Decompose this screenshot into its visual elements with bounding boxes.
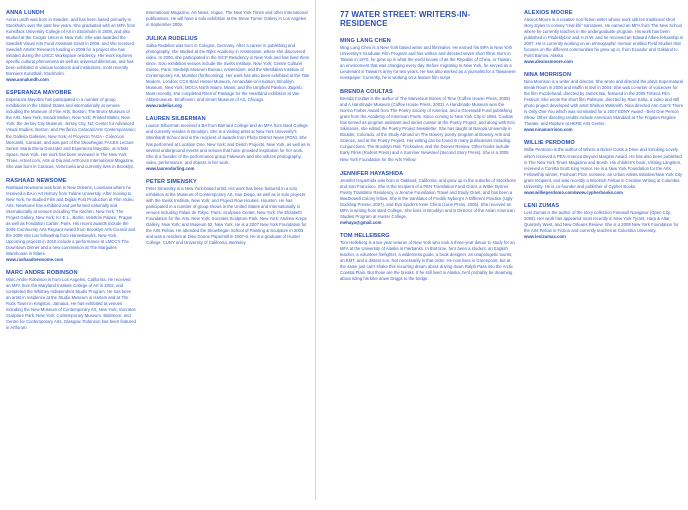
bio-rashaad-newsome bbox=[6, 178, 136, 262]
bio-peter-simensky bbox=[146, 179, 310, 246]
bio-website-link[interactable]: www.rudelius.org bbox=[146, 103, 182, 109]
bio-text: International Magazine, Art News, Vogue, The New York Times and other international publications. He will have a solo exhibition at the Steve Turner Gallery in Los Angeles in September 2009. bbox=[146, 10, 308, 28]
bio-name: TOM HELLEBERG bbox=[340, 232, 390, 239]
bio-jennifer-hayashida bbox=[340, 171, 516, 225]
bio-name: WILLIE PERDOMO bbox=[524, 140, 575, 147]
bio-text: Leni Zumas is the author of the story collection Farewell Navigator (Open City, 2008). Her work has appeared most recently in New York Tyrant, Harp & Altar, Quarterly West, and New Orleans Review. She is a 2008 New York Foundation for the Arts Fellow in Fiction and currently teaches at Columbia University. bbox=[524, 209, 679, 233]
bio-website-link[interactable]: www.ninamorrison.com bbox=[524, 127, 573, 133]
bio-name: LAUREN SILBERMAN bbox=[146, 116, 206, 123]
bio-text: Ming Lang Chen is a New York based writer and filmmaker. He earned his MFA in New York University's Graduate Film Program and has written and directed seven short films. Born in Taiwan in 1970, he grew up in what the world knows of as the Republic of China, or Taiwan, an environment that was changing every day. Before migrating to New York, he served as a Lieutenant in Taiwan's army for two years. He has also worked as a journalist for a Taiwanese newspaper. Currently, he is working on a feature film script. bbox=[340, 45, 516, 81]
column-divider bbox=[315, 0, 316, 500]
bio-website-link[interactable]: www.annalundh.com bbox=[6, 77, 49, 83]
section-title: 77 WATER STREET: WRITERS-IN-RESIDENCE bbox=[340, 10, 471, 28]
bio-brenda-coultas bbox=[340, 89, 516, 162]
bio-text: Jennifer Hayashida was born in Oakland, California, and grew up in the suburbs of Stockholm and San Francisco. She is the recipient of a PEN Translation Fund Grant, a Witter Bynner Poetry Translator Residency, a Jerome Foundation Travel and Study Grant, and has been a MacDowell Colony fellow. She is the translator of Fredrik Nyberg's A Different Practice (Ugly Duckling Presse, 2007), and Eva Sjodin's Inner China (Lune Press, 2005). She received an MFA in writing from Bard College. She lives in Brooklyn and is Director of the Asian American Studies Program at Hunter College. bbox=[340, 177, 516, 219]
bio-name: BRENDA COULTAS bbox=[340, 89, 393, 96]
bio-text: Julika Rudelius was born in Cologne, Germany. After a career in publishing and photography, she studied at the Rijks Academy in Amsterdam, where she discovered video. In 2006, she participated in the ISCP Residency in New York and has lived there since. Solo exhibition venues include the Swiss Institute, New York; Centre Culturel Suisse, Paris; Stedelijk Museum Bureau, Amsterdam; and the Westfalian Institute of Contemporary Art, Munster (forthcoming). Her work has also been exhibited at the Tate Modern, London; CCS Bard Hessel Museum, Annandale-on-Hudson; Brooklyn Museum, New York; MOCA North Miami, Miami; and the Umpfiuhl Pavilion, Zagreb. Most recently, she completed Rites of Passage for the Heartland exhibition at Van Abbemuseum, Eindhoven; and Smart Museum of Art, Chicago. bbox=[146, 43, 310, 103]
bio-email-link[interactable]: mehaya@gmail.com bbox=[340, 219, 382, 225]
bio-text: Peter Simensky is a New York-based artist. His work has been featured in a solo exhibition at the Museum of Contemporary Art, San Diego, as well as in solo projects with the Swiss Institute, New York; and Project Row Houses, Houston. He has participated in a number of group shows in the United States and internationally in venues including Palais de Tokyo, Paris; Sculpture Center, New York; the Elizabeth Foundation for the Arts, New York; Socrates Sculpture Park, New York; Andrew Kreps Gallery, New York; and Museum 52, New York. He is a 2007 New York Foundation for the Arts Fellow. He attended the Skowhegan School of Painting & Sculpture in 2003 and was a resident at Dieu Donne Papermill in 2007-8. He is a graduate of Hunter College, CUNY and University of California, Berkeley. bbox=[146, 185, 307, 245]
bio-text: Marc Andre Robinson is from Los Angeles, California. He received an MFA from the Maryland Institute College of Art in 2002, and completed the Whitney Independent Studio Program. He has been an artist in residence at the Studio Museum in Harlem and at The Rock Tower in Kingston, Jamaica. He has exhibited at venues including the New Museum of Contemporary Art, New York; Socrates Sculpture Park, New York; Contemporary Museum, Baltimore; and Centre for Contemporary Arts, Glasgow. Robinson has been featured in Artforum bbox=[6, 277, 136, 331]
bio-nina-morrison bbox=[524, 72, 684, 132]
bio-website-link[interactable]: www.laurendarling.com bbox=[146, 165, 195, 171]
bio-esperanza-mayobre bbox=[6, 90, 136, 169]
bio-text: Tom Helleberg is a ten-year veteran of New York who took a three-year detour to study for an MFA at the University of Alaska in Fairbanks. In that time, he's been a student, an English teacher, a volunteer firefighter, a wilderness guide, a book designer, an unapologetic tourist, an EMT, and a distant son. Not necessarily in that order. He now lives in Greenpoint, but at the same just can't shake this recurring dream about driving down Ralph Pass into the Arctic Coastal Plain. But those are the breaks. If he still lived in Alaska, he'd probably be dreaming about riding his bike down Driggs to the bridge. bbox=[340, 239, 515, 281]
bio-leni-zumas bbox=[524, 203, 684, 239]
bio-website-link[interactable]: www.willieperdomo.com/www.cypherbooks.com bbox=[524, 189, 624, 195]
bio-name: LENI ZUMAS bbox=[524, 202, 560, 209]
bio-name: RASHAAD NEWSOME bbox=[6, 177, 67, 184]
bio-ming-lang-chen bbox=[340, 38, 516, 81]
bio-lauren-silberman bbox=[146, 116, 310, 170]
bio-text: Rashaad Newsome was born in New Orleans, Louisiana where he received a BA in Art History from Tulane University. After moving to New York, he studied Film and Digital Post Production at Film Video Arts. Newsome has exhibited and performed nationally and internationally at venues including The Kitchen, New York; The Project Gallery, New York; K.I.E.L., Berlin; Velettrini Palace, Prague as well as Fondation Cartier, Paris. His recent awards include the 2009 Community Arts Regrant Award from Brooklyn Arts Council and the 2009 Van Lier fellowship from Harvestworks, New York. Upcoming projects in 2010 include a performance at LMCC's The Downtown Dinner and a new commission at The Marguiles Warehouse in Miami. bbox=[6, 184, 136, 257]
bio-julika-rudelius bbox=[146, 36, 310, 108]
bio-continued bbox=[146, 10, 310, 28]
bio-name: PETER SIMENSKY bbox=[146, 178, 197, 185]
bio-website-link[interactable]: www.lenizumas.com bbox=[524, 233, 566, 239]
column-2 bbox=[146, 10, 310, 510]
bio-name: JULIKA RUDELIUS bbox=[146, 36, 198, 43]
bio-text: Alexios Moore is a creative non-fiction writer whose work utilizes traditional short story styles to convey "real life" narratives. He earned an MFA from The New School where he currently teaches in the undergraduate program. His work has been published in Pindeldyboz and H.O.W. and he received an Edward Albee fellowship in 2007. He is currently working on an ethnographic memoir entitled Field Studies that focuses on the different communities he grew up in, from Ecuador and Oakland to Point Barrow, Alaska. bbox=[524, 17, 684, 59]
bio-anna-lundh bbox=[6, 10, 136, 82]
bio-text: Willie Perdomo is the author of Where a Nickel Costs a Dime and Smoking Lovely, which received a PEN America Beyond Margins Award. He has also been published in The New York Times Magazine and Bomb. His children's book, Visiting Langston, received a Coretta Scott King Honor. He is a New York Foundation for the Arts Fellowship winner, Pushcart Prize nominee, an Urban Artists Initiative/New York City grant recipient, and was recently a Woolrich Fellow in Creative Writing at Columbia University. He is co-founder and publisher of Cypher Books. bbox=[524, 147, 683, 189]
bio-name: ALEXIOS MOORE bbox=[524, 10, 573, 16]
bio-name: MARC ANDRE ROBINSON bbox=[6, 270, 78, 277]
bio-text: Brenda Coultas is the author of The Marvelous Bones of Time (Coffee House Press, 2008) and A Handmade Museum (Coffee House Press, 2003). A Handmade Museum won the Norma Farber Award from The Poetry Society of America, and a Greenwall Fund publishing grant from the Academy of American Poets. Since coming to New York City in 1994, Coultas has served as program assistant and series curator at the Poetry Project, and along with Erin Sikirianos, she edited the Poetry Project Newsletter. She has taught at Naropa University in Boulder, Colorado, at the Study Abroad on The Bowery poetry program at Bowery Arts and Science, and at the Poetry Project. Her writing can be found in many publications including Conjunctions, The Brooklyn Rail, Tricksuites, and the Denver Review. Other books include Early Films (Rodent Press) and A Summer Newsreel (Second Story Press). She is a 2005 New York Foundation for the Arts Fellow. bbox=[340, 96, 515, 162]
bio-name: MING LANG CHEN bbox=[340, 38, 391, 44]
column-3 bbox=[340, 10, 516, 510]
bio-marc-andre-robinson bbox=[6, 270, 136, 331]
bio-name: JENNIFER HAYASHIDA bbox=[340, 170, 404, 177]
bio-alexios-moore bbox=[524, 10, 684, 64]
column-1 bbox=[6, 10, 136, 510]
column-4 bbox=[524, 10, 684, 510]
bio-text: Nina Morrison is a writer and director. She wrote and directed the plays Supernatural Break Room in 2006 and Muffin Is Evil in 2004. She was co-writer of voiceover for the film Puzzlehead, directed by James Bai, featured in the 2005 Tribeca Film Festival. She wrote the short film Palimpin, directed by Ram Saha, a video and still photo project developed with artist Shelton Walsmith. Nina directed Ann Carr's There Is Only One You which was nominated for a 2007 EDNY Award - Best One Person Show. Other directing credits include American Standard at The Frigates Regime Theater, and Rapture at HERE Arts Center. bbox=[524, 79, 684, 127]
bio-name: NINA MORRISON bbox=[524, 72, 572, 79]
bio-name: ANNA LUNDH bbox=[6, 10, 45, 16]
bio-name: ESPERANZA MAYOBRE bbox=[6, 90, 72, 97]
bio-website-link[interactable]: www.alexiosmoore.com bbox=[524, 59, 573, 65]
bio-text: Esperanza Mayobre has participated in a number of group exhibitions in the United States and internationally at venues including the Museum of Fine Arts, Boston; The Bronx Museum of the Arts, New York; Smack Mellon, New York; Printed Matter, New York; the Jersey City Museum, Jersey City, NJ; Center for Advanced Visual Studies, Boston; and Periferico Caracas/Arte Contemporaneo; the Galleria Galleries, New York; el Proyecto TAGA - Coleccion Mercantil, Caracas; and was part of the Skowhegan FACES Lecture Series: Maria Elena Gonzalez and Esperanza Mayobre, at Artists Space, New York. Her work has been reviewed in The New York Times, Artnet.com, Arte al Dia and ArtForum International Magazine. She was born in Caracas, Venezuela and currently lives in Brooklyn. bbox=[6, 97, 136, 169]
bio-willie-perdomo bbox=[524, 140, 684, 194]
bio-tom-helleberg bbox=[340, 233, 516, 282]
bio-website-link[interactable]: www.rashaadnewsome.com bbox=[6, 257, 64, 263]
bio-text: Anna Lundh was born in Sweden, and has been based primarily in Stockholm over the past few years. She graduated with an MFA from Konstfack University College of Art in Stockholm in 2008, and also studied at the Cooper Union in New York. She was awarded the Swedish Visual Arts Fund Assistant Grant in 2006, and she received Swedish Artists' Research funding in 2009 for a project she has initiated during the LMCC Workspace residency. Her work explores specific cultural phenomena as well as universal dilemmas, and has been exhibited in various locations and institutions, most recently Bonniers Konsthall, Stockholm. bbox=[6, 17, 136, 77]
bio-text: Lauren Silberman received a BA from Barnard College and an MFA from Bard College and currently resides in Brooklyn. She is a visiting artist at New York University's Steinhardt School and is the recipient of awards from Photo District News (PDN). She has performed at Location One, New York; and Deitch Projects, New York, as well as in several underground events and venues that have provided inspiration for her work. She is a founder of the performance group Fakework and she utilizes photography, video, performance, and objects in her work. bbox=[146, 123, 310, 165]
